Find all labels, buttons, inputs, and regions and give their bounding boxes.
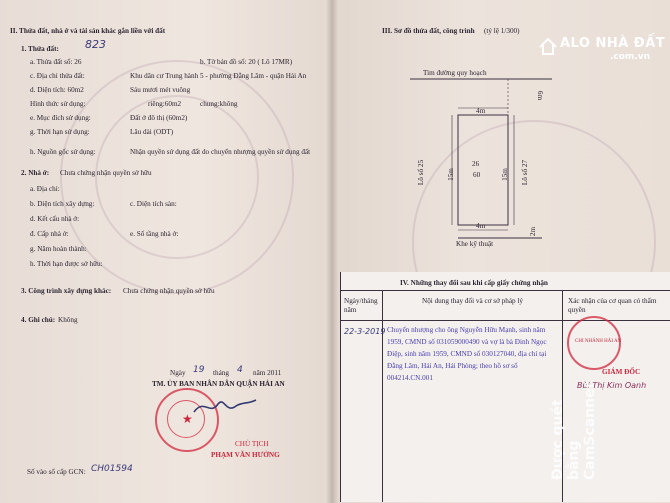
right-page (332, 0, 670, 503)
diagram-scale: (tỷ lệ 1/300) (484, 27, 520, 35)
confirm-name: Bùi Thị Kim Oanh (577, 381, 647, 390)
parcel-heading: 1. Thửa đất: (21, 45, 59, 53)
parcel-area-diagram: 60 (473, 171, 481, 179)
change-line-3: Điệp, sinh năm 1959, CMND số 030127040, địa chỉ tại (387, 350, 547, 358)
origin-label: h. Nguồn gốc sử dụng: (30, 148, 96, 156)
neighbor-left: Lô số 25 (417, 159, 426, 186)
page-fold (326, 0, 338, 503)
table-col-divider-1 (382, 290, 383, 502)
house-year: g. Năm hoàn thành: (30, 245, 87, 253)
handwritten-number: 823 (85, 38, 106, 51)
house-floors: e. Số tầng nhà ở: (130, 230, 179, 238)
left-page (0, 0, 332, 503)
cert-no-value: CH01594 (91, 464, 133, 474)
diagram-title: III. Sơ đồ thửa đất, công trình (382, 27, 475, 35)
issuer: TM. ỦY BAN NHÂN DÂN QUẬN HẢI AN (152, 380, 285, 388)
date-month: 4 (237, 365, 243, 375)
date-day: 19 (193, 365, 205, 375)
table-rule-top (340, 290, 670, 291)
purpose-value: Đất ở đô thị (60m2) (130, 114, 188, 122)
change-line-5: 004214.CN.001 (387, 374, 433, 382)
section-title: II. Thửa đất, nhà ở và tài sản khác gắn liền với đất (10, 27, 166, 35)
branch-stamp-text: CHI NHÁNH HẢI AN (575, 339, 622, 344)
date-year: năm 2011 (253, 369, 282, 377)
change-line-1: Chuyển nhượng cho ông Nguyễn Hữu Mạnh, sinh năm (387, 326, 546, 334)
confirm-title: GIÁM ĐỐC (602, 368, 641, 376)
area-label: d. Diện tích: 60m2 (30, 86, 84, 94)
change-line-2: 1959, CMND số 031059000490 và vợ là bà Đinh Ngọc (387, 338, 547, 346)
house-floor-area: c. Diện tích sàn: (130, 200, 177, 208)
house-heading: 2. Nhà ở: (21, 169, 50, 177)
table-rule-header (340, 320, 670, 321)
note-value: Không (58, 316, 78, 324)
date-prefix: Ngày (170, 369, 186, 377)
address-label: c. Địa chỉ thửa đất: (30, 72, 85, 80)
dim-bottom: 4m (476, 222, 486, 230)
origin-value: Nhận quyền sử dụng đất do chuyển nhượng quyền sử dụng đất (130, 148, 311, 156)
other-works-status: Chưa chứng nhận quyền sở hữu (123, 287, 215, 295)
map-sheet: b. Tờ bản đồ số: 20 ( Lô 17MR) (200, 58, 293, 66)
note-heading: 4. Ghi chú: (21, 316, 56, 324)
signer-title: CHỦ TỊCH (235, 440, 269, 448)
house-structure: d. Kết cấu nhà ở: (30, 215, 80, 223)
street-top: Tim đường quy hoạch (423, 69, 487, 77)
dim-2m: 2m (529, 226, 538, 237)
neighbor-right: Lô số 27 (521, 159, 530, 186)
parcel-number-diagram: 26 (472, 160, 480, 168)
logo-watermark-sub: .com.vn (610, 52, 651, 62)
changes-title: IV. Những thay đổi sau khi cấp giấy chứng nhận (400, 279, 548, 287)
use-private: riêng:60m2 (148, 100, 182, 108)
house-address: a. Địa chỉ: (30, 185, 60, 193)
signer-name: PHẠM VĂN HƯỞNG (211, 451, 280, 459)
house-logo-icon (538, 36, 558, 56)
address-value: Khu dân cư Trung hành 5 - phường Đằng Lâm - quận Hải An (130, 72, 307, 80)
parcel-number: a. Thửa đất số: 26 (30, 58, 82, 66)
dim-6m: 6m (536, 90, 545, 101)
logo-watermark: ALO NHÀ ĐẤT (560, 36, 666, 51)
purpose-label: e. Mục đích sử dụng: (30, 114, 91, 122)
dim-top: 4m (476, 107, 486, 115)
date-month-label: tháng (213, 369, 229, 377)
house-grade: đ. Cấp nhà ở: (30, 230, 69, 238)
other-works-heading: 3. Công trình xây dựng khác: (21, 287, 112, 295)
house-term: h. Thời hạn được sở hữu: (30, 260, 103, 268)
cert-no-label: Số vào sổ cấp GCN: (27, 468, 86, 476)
house-status: Chưa chứng nhận quyền sở hữu (60, 169, 152, 177)
camscanner-watermark: Được quét bằng CamScanner (550, 381, 598, 480)
street-bottom: Khe kỹ thuật (456, 240, 494, 248)
signature (190, 392, 260, 422)
term-value: Lâu dài (ODT) (130, 128, 174, 136)
change-date: 22-3-2019 (344, 327, 386, 336)
star-icon: ★ (182, 412, 193, 426)
change-line-4: Đằng Lâm, Hải An, Hải Phòng; theo hồ sơ số (387, 362, 518, 370)
area-words: Sáu mươi mét vuông (130, 86, 191, 94)
use-form-label: Hình thức sử dụng: (30, 100, 86, 108)
term-label: g. Thời hạn sử dụng: (30, 128, 90, 136)
col-confirm: Xác nhận của cơ quan có thẩm quyền (568, 297, 657, 314)
col-date: Ngày/tháng năm (344, 297, 378, 314)
dim-right: 15m (500, 168, 509, 181)
house-build-area: b. Diện tích xây dựng: (30, 200, 95, 208)
col-content: Nội dung thay đổi và cơ sở pháp lý (422, 297, 524, 305)
dim-left: 15m (446, 168, 455, 181)
use-common: chung:không (200, 100, 238, 108)
